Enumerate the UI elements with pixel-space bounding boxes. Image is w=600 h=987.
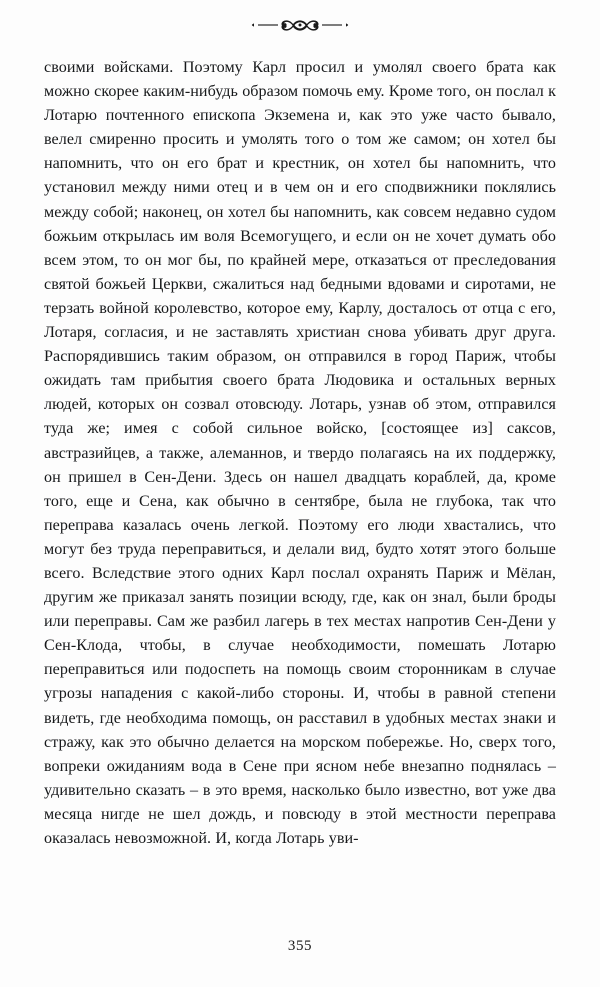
floral-divider-ornament — [0, 0, 600, 26]
page-body-text — [44, 56, 556, 851]
paragraph: своими войсками. Поэтому Карл просил и умолял своего брата как можно скорее каким-нибудь образом помочь ему. Кроме того, он послал к Лотарю почтенного епископа Экземена и, как это уже часто бывало, велел смиренно просить и умолять того о том же самом; он хотел бы напомнить, что он его брат и крестник, он хотел бы напомнить, что установил между ними отец и в чем он и его сподвижники поклялись между собой; наконец, он хотел бы напомнить, как совсем недавно судом божьим открылась им воля Всемогущего, и если он не хочет думать обо всем этом, то он мог бы, по крайней мере, отказаться от преследования святой божьей Церкви, сжалиться над бедными вдовами и сиротами, не терзать войной королевство, которое ему, Карлу, досталось от отца с его, Лотаря, согласия, и не заставлять христиан снова убивать друг друга. Распорядившись таким образом, он отправился в город Париж, чтобы ожидать там прибытия своего брата Людовика и остальных верных людей, которых он созвал отовсюду. Лотарь, узнав об этом, отправился туда же; имея с собой сильное войско, [состоящее из] саксов, австразийцев, а также, алеманнов, и твердо полагаясь на их поддержку, он пришел в Сен-Дени. Здесь он нашел двадцать кораблей, да, кроме того, еще и Сена, как обычно в сентябре, была не глубока, так что переправа казалась очень легкой. Поэтому его люди хвастались, что могут без труда переправиться, и делали вид, будто хотят этого больше всего. Вследствие этого одних Карл послал охранять Париж и Мёлан, другим же приказал занять позиции всюду, где, как он знал, были броды или переправы. Сам же разбил лагерь в тех местах напротив Сен-Дени у Сен-Клода, чтобы, в случае необходимости, помешать Лотарю переправиться или подоспеть на помощь своим сторонникам в случае угрозы нападения с какой-либо стороны. И, чтобы в равной степени видеть, где необходима помощь, он расставил в удобных местах знаки и стражу, как это обычно делается на морском побережье. Но, сверх того, вопреки ожиданиям вода в Сене при ясном небе внезапно поднялась – удивительно сказать – в это время, насколько было известно, вот уже два месяца нигде не шел дождь, и повсюду в этой местности переправа оказалась невозможной. И, когда Лотарь уви- — [44, 59, 556, 847]
page-number: 355 — [287, 938, 313, 954]
